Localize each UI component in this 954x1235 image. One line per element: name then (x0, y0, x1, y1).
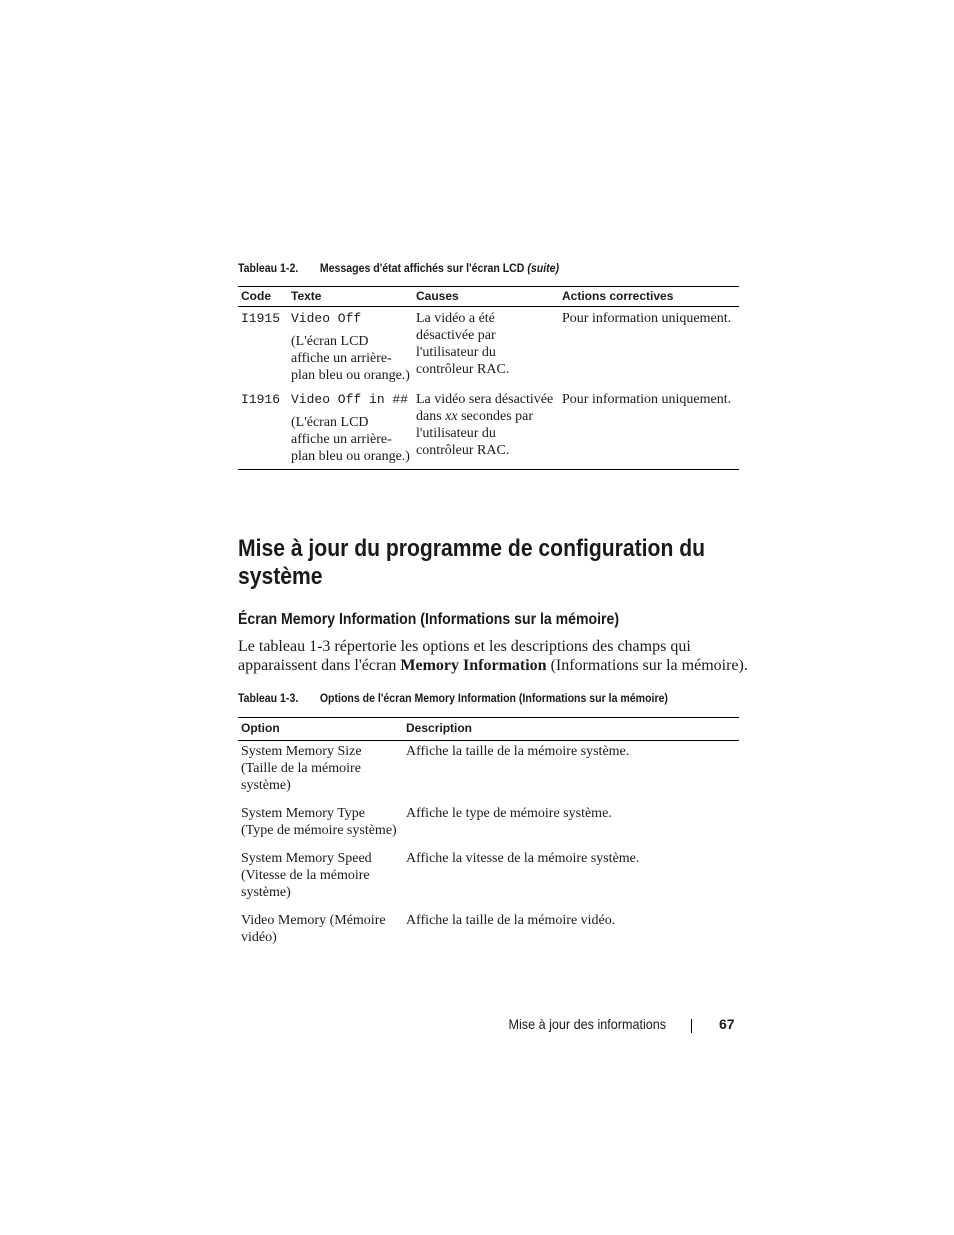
status-text: Video Off in ## (291, 392, 409, 407)
table-header-row (238, 718, 739, 741)
table1-caption-number: Tableau 1-2. (238, 261, 299, 275)
option-name: System Memory Size (Taille de la mémoire système) (241, 744, 362, 793)
table1-caption-title: Messages d'état affichés sur l'écran LCD (319, 261, 525, 275)
cause-text-end: secondes par l'utilisateur du contrôleur RAC. (416, 409, 534, 458)
status-code: I1915 (241, 311, 281, 326)
table2-caption-title: Options de l'écran Memory Information (Informations sur la mémoire) (319, 691, 668, 705)
lcd-status-table (238, 286, 739, 470)
page-number: 67 (719, 1016, 735, 1032)
option-name: System Memory Speed (Vitesse de la mémoire système) (241, 851, 372, 900)
subsection-heading: Écran Memory Information (Informations sur la mémoire) (238, 611, 620, 628)
status-action: Pour information uniquement. (562, 392, 732, 407)
option-description: Affiche la taille de la mémoire vidéo. (406, 913, 616, 928)
table-header-row (238, 287, 739, 307)
column-header-description: Description (406, 721, 473, 735)
table1-caption-suffix: (suite) (527, 261, 560, 275)
column-header-code: Code (241, 289, 271, 303)
intro-paragraph (238, 637, 748, 675)
column-header-actions: Actions correctives (562, 289, 674, 303)
paragraph-text-end: (Informations sur la mémoire). (546, 657, 748, 674)
option-name: System Memory Type (Type de mémoire système) (241, 806, 397, 838)
table1-caption (238, 261, 559, 275)
status-text-cell (288, 307, 413, 389)
paragraph-text-start: Le tableau 1-3 répertorie les options et les descriptions des champs qui apparaissent dans l'écran (238, 638, 691, 674)
cause-variable: xx (445, 409, 458, 424)
column-header-causes: Causes (416, 289, 459, 303)
table-row (238, 388, 739, 470)
table-row (238, 802, 739, 847)
option-description: Affiche la taille de la mémoire système. (406, 744, 630, 759)
column-header-text: Texte (291, 289, 322, 303)
status-text-note: (L'écran LCD affiche un arrière-plan bleu ou orange.) (291, 334, 410, 383)
paragraph-screen-name: Memory Information (400, 657, 547, 674)
column-header-option: Option (241, 721, 280, 735)
table-row (238, 847, 739, 909)
status-code: I1916 (241, 392, 281, 407)
option-description: Affiche la vitesse de la mémoire système. (406, 851, 640, 866)
table-row (238, 741, 739, 803)
table2-caption (238, 691, 668, 705)
status-action: Pour information uniquement. (562, 311, 732, 326)
footer-separator (691, 1019, 692, 1033)
status-text-cell (288, 388, 413, 470)
cause-text-start: La vidéo sera désactivée dans (416, 392, 554, 424)
status-cause: La vidéo a été désactivée par l'utilisateur du contrôleur RAC. (416, 311, 510, 377)
table-row (238, 307, 739, 389)
status-text-note: (L'écran LCD affiche un arrière-plan bleu ou orange.) (291, 415, 410, 464)
memory-info-table (238, 717, 739, 950)
status-cause (413, 388, 559, 470)
table-row (238, 909, 739, 950)
footer-section-title: Mise à jour des informations (508, 1016, 666, 1032)
option-name: Video Memory (Mémoire vidéo) (241, 913, 386, 945)
table2-caption-number: Tableau 1-3. (238, 691, 299, 705)
status-text: Video Off (291, 311, 362, 326)
section-heading: Mise à jour du programme de configuration du système (238, 535, 706, 590)
option-description: Affiche le type de mémoire système. (406, 806, 612, 821)
